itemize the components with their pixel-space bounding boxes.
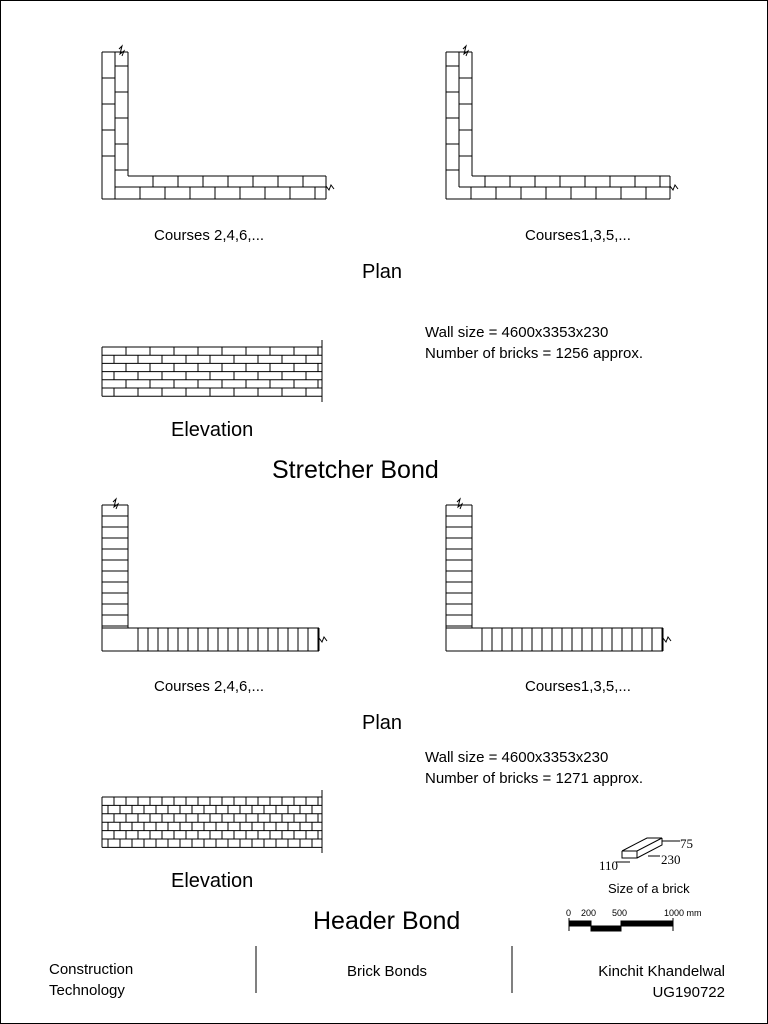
drawing-stroke [622, 838, 662, 851]
stretcher-plan-left [102, 46, 334, 199]
drawing-stroke [663, 637, 671, 642]
header-elevation [102, 790, 322, 853]
drawing-stroke [457, 499, 462, 509]
stretcher-elevation-title: Elevation [171, 419, 254, 441]
header-brick-count: Number of bricks = 1271 approx. [425, 770, 644, 787]
brick-dim-height: 75 [680, 836, 693, 851]
drawing-stroke [119, 46, 124, 56]
brick-outline [591, 926, 621, 931]
brick-size-caption: Size of a brick [608, 881, 690, 896]
header-plan-right [446, 499, 671, 651]
scale-tick-0: 0 [566, 908, 572, 918]
brick-dim-length: 230 [661, 852, 681, 867]
footer-subject-line2: Technology [49, 982, 125, 999]
stretcher-plan-title: Plan [362, 261, 403, 283]
drawing-stroke [326, 185, 334, 190]
footer-author: Kinchit Khandelwal [598, 963, 725, 980]
header-plan-title: Plan [362, 712, 403, 734]
footer-subject-line1: Construction [49, 961, 134, 978]
footer-subject [49, 959, 133, 1001]
scale-tick-500: 500 [612, 908, 628, 918]
header-elevation-title: Elevation [171, 870, 254, 892]
header-wall-size: Wall size = 4600x3353x230 [425, 749, 609, 766]
drawing-stroke [319, 637, 327, 642]
stretcher-elevation [102, 340, 322, 402]
drawing-stroke [463, 46, 468, 56]
brick-outline [569, 921, 591, 926]
stretcher-plan-right-caption: Courses1,3,5,... [525, 227, 631, 244]
stretcher-wall-size: Wall size = 4600x3353x230 [425, 324, 609, 341]
drawing-stroke [670, 185, 678, 190]
header-plan-left-caption: Courses 2,4,6,... [154, 678, 265, 695]
header-plan-right-caption: Courses1,3,5,... [525, 678, 631, 695]
stretcher-brick-count: Number of bricks = 1256 approx. [425, 345, 644, 362]
footer-author-block [577, 961, 725, 1003]
footer-title: Brick Bonds [347, 963, 428, 980]
scale-bar [569, 918, 673, 931]
brick-dim-width: 110 [599, 858, 619, 873]
scale-tick-200: 200 [581, 908, 597, 918]
footer-id: UG190722 [652, 984, 725, 1001]
stretcher-bond-title: Stretcher Bond [272, 456, 439, 484]
header-bond-title: Header Bond [313, 907, 461, 935]
scale-tick-1000: 1000 mm [664, 908, 702, 918]
drawing-stroke [113, 499, 118, 509]
header-plan-left [102, 499, 327, 651]
stretcher-plan-right [446, 46, 678, 199]
drawing-stroke [622, 851, 637, 858]
brick-outline [621, 921, 673, 926]
stretcher-plan-left-caption: Courses 2,4,6,... [154, 227, 265, 244]
